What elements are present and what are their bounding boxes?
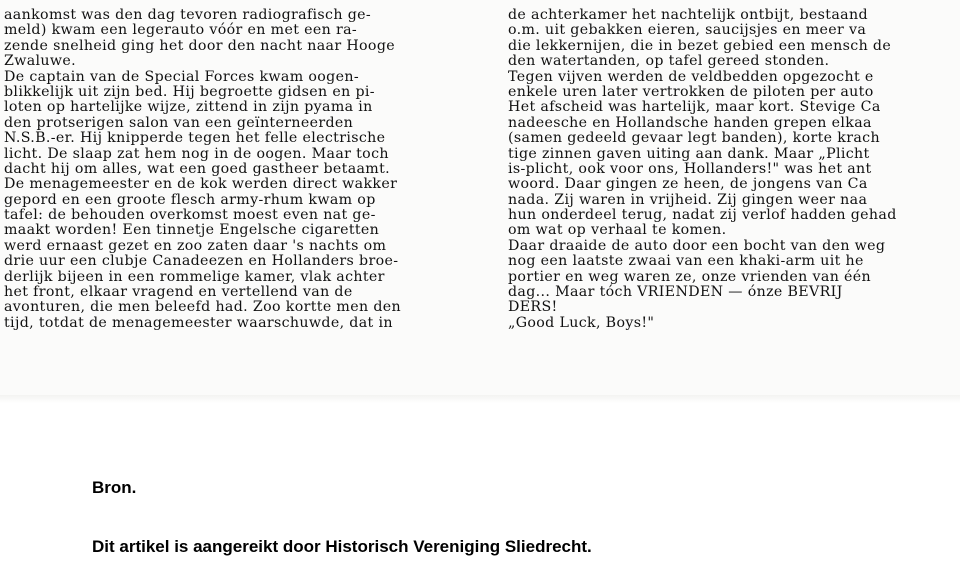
text-line: dag... Maar tóch VRIENDEN — ónze BEVRIJ — [508, 284, 843, 301]
text-line: het front, elkaar vragend en vertellend van de — [4, 284, 353, 301]
text-line: meld) kwam een legerauto vóór en met een ra- — [4, 22, 358, 39]
text-line: enkele uren later vertrokken de piloten per auto — [508, 83, 874, 100]
text-line: dacht hij om alles, wat een goed gastheer betaamt. — [4, 160, 391, 177]
text-line: De captain van de Special Forces kwam oogen- — [4, 68, 359, 85]
text-line: De menagemeester en de kok werden direct wakker — [4, 176, 398, 193]
text-line: DERS! — [508, 299, 558, 316]
text-line: is-plicht, ook voor ons, Hollanders!" was het ant — [508, 160, 872, 177]
text-line: Zwaluwe. — [4, 53, 76, 70]
text-line: gepord en een groote flesch army-rhum kwam op — [4, 191, 376, 208]
text-line: hun onderdeel terug, nadat zij verlof hadden gehad — [508, 207, 897, 224]
text-line: blikkelijk uit zijn bed. Hij begroette gidsen en pi- — [4, 83, 375, 100]
text-line: Tegen vijven werden de veldbedden opgezocht e — [508, 68, 874, 85]
article-column-right — [508, 8, 960, 331]
text-line: tijd, totdat de menagemeester waarschuwde, dat in — [4, 314, 393, 331]
text-line: loten op hartelijke wijze, zittend in zijn pyama in — [4, 99, 373, 116]
text-line: drie uur een clubje Canadeezen en Hollanders broe- — [4, 253, 399, 270]
text-line: werd ernaast gezet en zoo zaten daar 's nachts om — [4, 237, 387, 254]
text-line: avonturen, die men beleefd had. Zoo kortte men den — [4, 299, 401, 316]
source-credit: Dit artikel is aangereikt door Historisch Vereniging Sliedrecht. — [92, 537, 592, 556]
text-line: (samen gedeeld gevaar legt banden), korte krach — [508, 130, 880, 147]
text-line: zende snelheid ging het door den nacht naar Hooge — [4, 37, 396, 54]
scan-edge — [0, 395, 960, 403]
text-line: Daar draaide de auto door een bocht van den weg — [508, 237, 886, 254]
text-line: licht. De slaap zat hem nog in de oogen. Maar toch — [4, 145, 389, 162]
text-line: derlijk bijeen in een rommelige kamer, vlak achter — [4, 268, 385, 285]
text-line: N.S.B.-er. Hij knipperde tegen het felle electrische — [4, 130, 386, 147]
text-line: maakt worden! Een tinnetje Engelsche cigaretten — [4, 222, 380, 239]
text-line: den watertanden, op tafel gereed stonden. — [508, 53, 830, 70]
text-line: tige zinnen gaven uiting aan dank. Maar „Plicht — [508, 145, 870, 162]
text-line: den protserigen salon van een geïnterneerden — [4, 114, 354, 131]
text-line: portier en weg waren ze, onze vrienden van één — [508, 268, 872, 285]
text-line: woord. Daar gingen ze heen, de jongens van Ca — [508, 176, 868, 193]
text-line: tafel: de behouden overkomst moest even nat ge- — [4, 207, 376, 224]
text-line: om wat op verhaal te komen. — [508, 222, 727, 239]
text-line: nadeesche en Hollandsche handen grepen elkaa — [508, 114, 872, 131]
text-line: nada. Zij waren in vrijheid. Zij gingen weer naa — [508, 191, 868, 208]
source-heading: Bron. — [92, 478, 137, 497]
text-line: o.m. uit gebakken eieren, saucijsjes en meer va — [508, 22, 867, 39]
text-line: aankomst was den dag tevoren radiografisch ge- — [4, 7, 372, 23]
article-column-left — [4, 8, 474, 331]
text-line: die lekkernijen, die in bezet gebied een mensch de — [508, 37, 892, 54]
text-line: „Good Luck, Boys!" — [508, 314, 655, 331]
text-line: de achterkamer het nachtelijk ontbijt, bestaand — [508, 7, 868, 23]
text-line: Het afscheid was hartelijk, maar kort. Stevige Ca — [508, 99, 881, 116]
text-line: nog een laatste zwaai van een khaki-arm uit he — [508, 253, 864, 270]
